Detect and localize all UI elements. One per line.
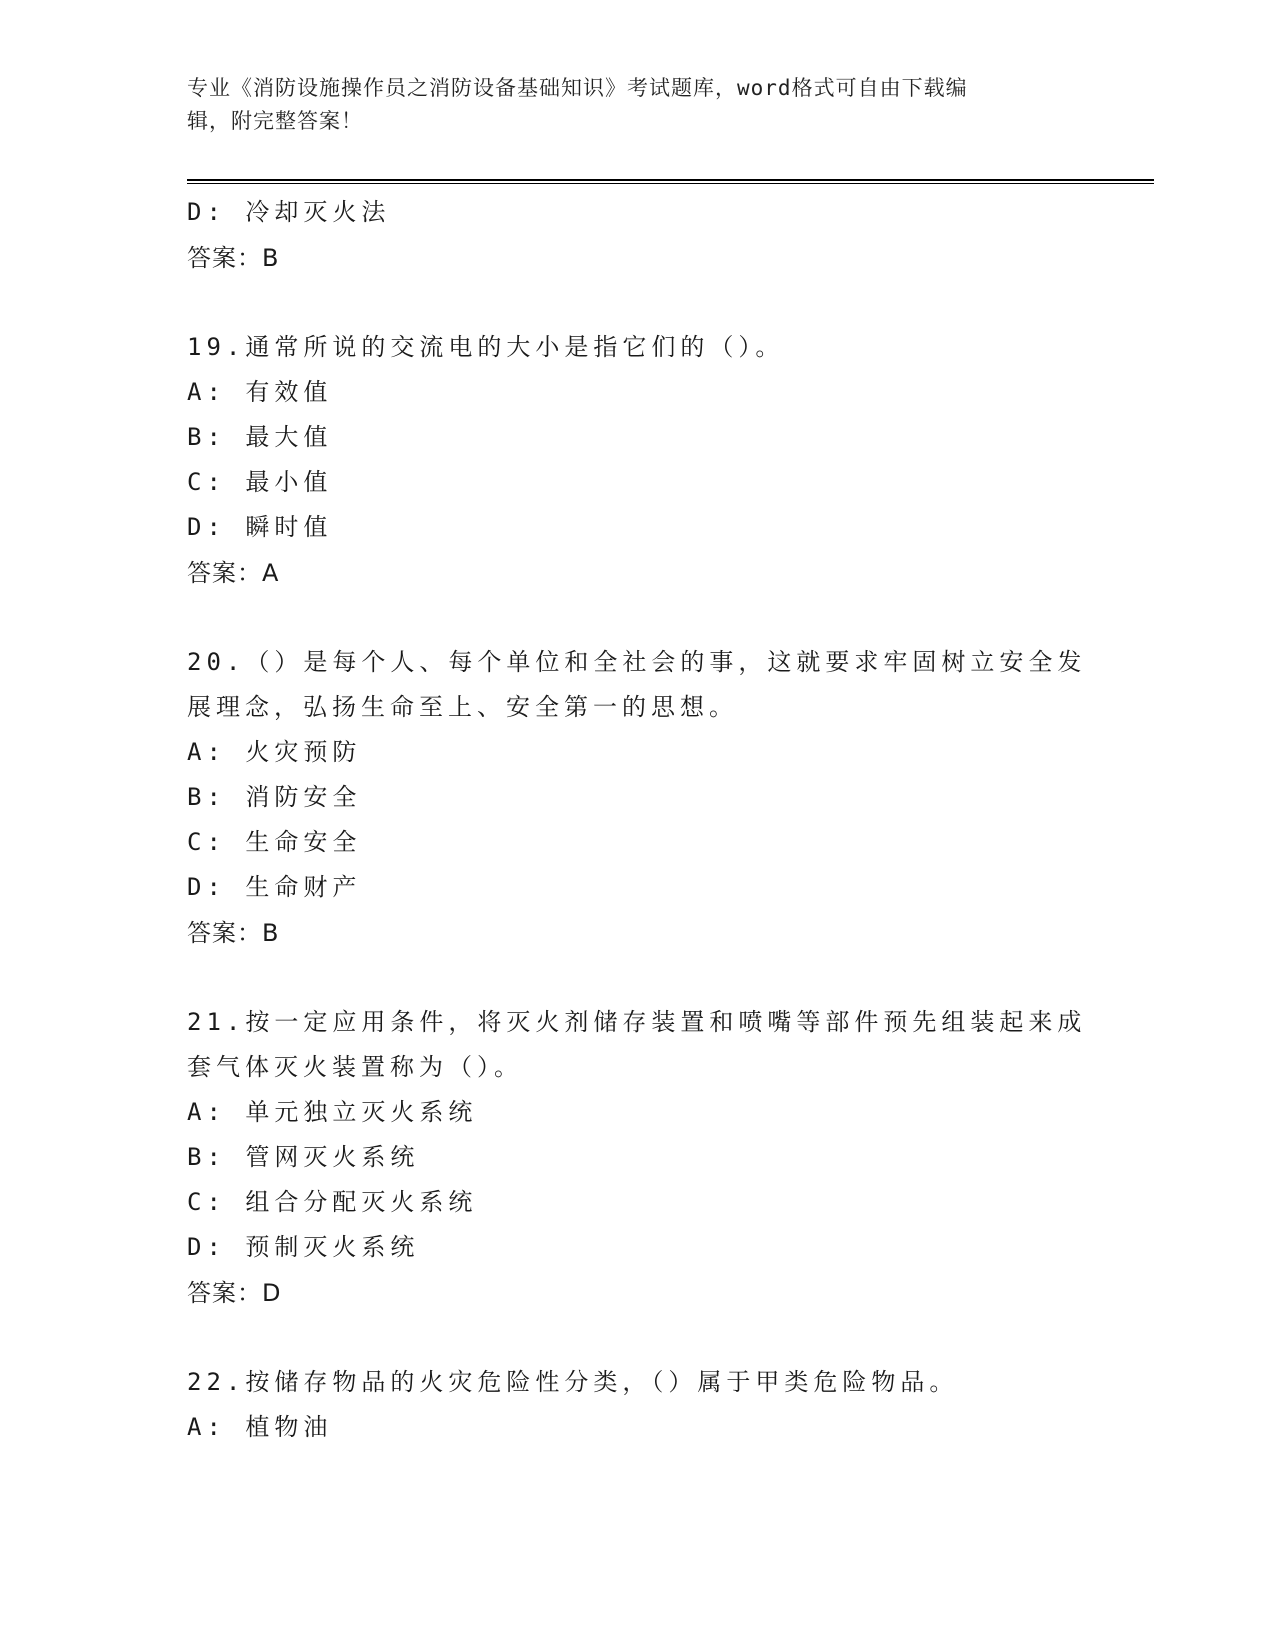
option-a: A: 植物油 <box>187 1413 333 1441</box>
option-b: B: 管网灭火系统 <box>187 1143 420 1171</box>
option-c: C: 最小值 <box>187 468 333 496</box>
option-c: C: 生命安全 <box>187 828 362 856</box>
document-header <box>187 72 1087 138</box>
option-d: D: 瞬时值 <box>187 513 333 541</box>
answer-line: 答案：D <box>187 1279 282 1307</box>
answer-line: 答案：B <box>187 919 280 947</box>
question-18-tail <box>187 190 1087 281</box>
header-divider-thick <box>187 179 1154 181</box>
question-stem-line-2: 套气体灭火装置称为（）。 <box>187 1053 523 1081</box>
header-divider-thin <box>187 183 1154 184</box>
question-stem-line-2: 展理念，弘扬生命至上、安全第一的思想。 <box>187 693 738 721</box>
question-stem: 19.通常所说的交流电的大小是指它们的（）。 <box>187 333 785 361</box>
spacer <box>187 956 1087 1000</box>
header-line-1: 专业《消防设施操作员之消防设备基础知识》考试题库，word格式可自由下载编 <box>187 76 968 100</box>
option-d: D: 生命财产 <box>187 873 362 901</box>
question-stem-line-1: 20.（）是每个人、每个单位和全社会的事，这就要求牢固树立安全发 <box>187 648 1087 676</box>
question-list <box>187 190 1087 1450</box>
question-19 <box>187 325 1087 596</box>
question-21 <box>187 1000 1087 1316</box>
option-c: C: 组合分配灭火系统 <box>187 1188 478 1216</box>
question-20 <box>187 640 1087 956</box>
option-a: A: 单元独立灭火系统 <box>187 1098 478 1126</box>
answer-line: 答案：A <box>187 559 280 587</box>
header-line-2: 辑，附完整答案！ <box>187 109 363 133</box>
option-a: A: 有效值 <box>187 378 333 406</box>
spacer <box>187 1316 1087 1360</box>
option-b: B: 最大值 <box>187 423 333 451</box>
question-22 <box>187 1360 1087 1450</box>
spacer <box>187 596 1087 640</box>
option-d: D: 预制灭火系统 <box>187 1233 420 1261</box>
option-d: D: 冷却灭火法 <box>187 198 391 226</box>
question-stem-line-1: 21.按一定应用条件，将灭火剂储存装置和喷嘴等部件预先组装起来成 <box>187 1008 1087 1036</box>
option-a: A: 火灾预防 <box>187 738 362 766</box>
option-b: B: 消防安全 <box>187 783 362 811</box>
answer-line: 答案：B <box>187 244 280 272</box>
spacer <box>187 281 1087 325</box>
question-stem: 22.按储存物品的火灾危险性分类，（）属于甲类危险物品。 <box>187 1368 959 1396</box>
